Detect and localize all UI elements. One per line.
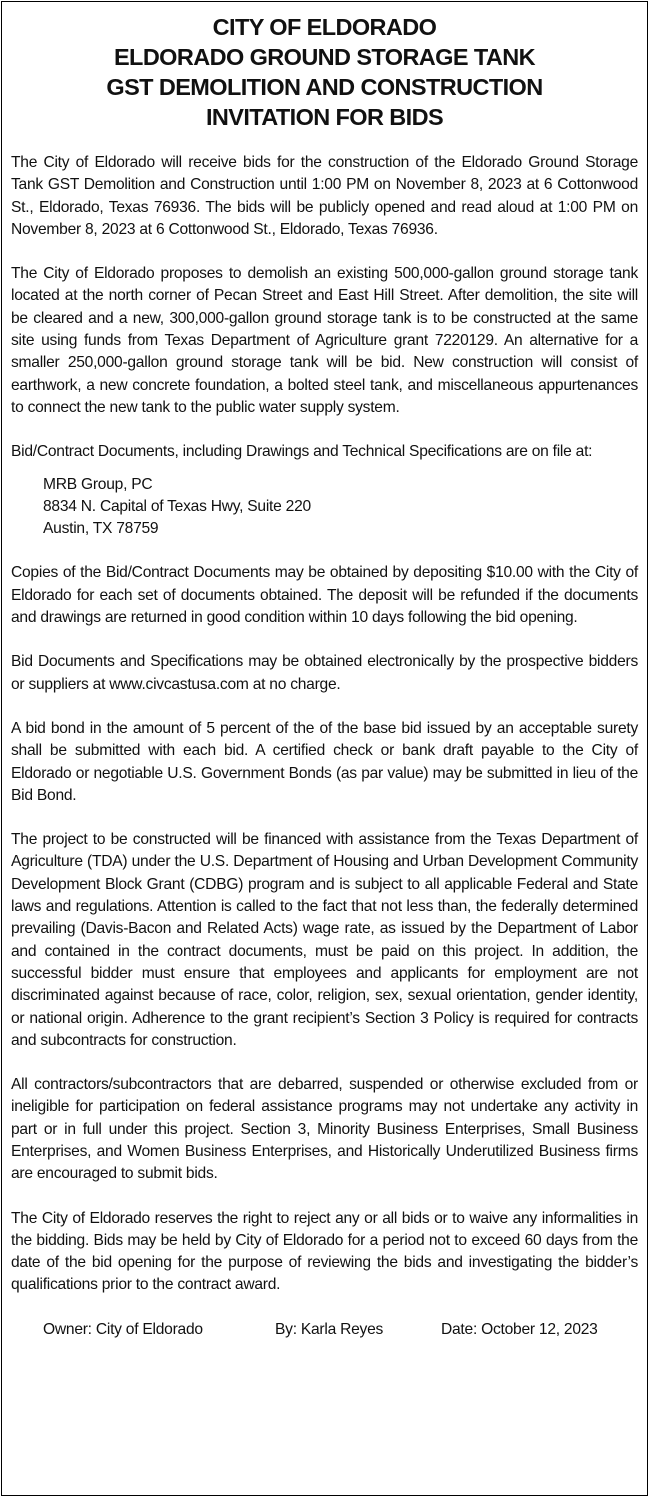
address-block [43,474,638,541]
bid-receipt-paragraph: The City of Eldorado will receive bids for the construction of the Eldorado Ground Storage Tank GST Demolition and Construction until 1:00 PM on November 8, 2023 at 6 Cottonwood St., Eldorado, Texas 76936. The bids will be publicly opened and read aloud at 1:00 PM on November 8, 2023 at 6 Cottonwood St., Eldorado, Texas 76936. [11,154,638,238]
address-line: 8834 N. Capital of Texas Hwy, Suite 220 [43,497,311,515]
electronic-documents-paragraph: Bid Documents and Specifications may be obtained electronically by the prospective bidders or suppliers at www.civcastusa.com at no charge. [11,653,638,693]
notice-title [11,12,638,132]
title-line: INVITATION FOR BIDS [205,104,444,130]
bid-bond-paragraph: A bid bond in the amount of 5 percent of the of the base bid issued by an acceptable surety shall be submitted with each bid. A certified check or bank draft payable to the City of Eldorado or negotiable U.S. Government Bonds (as par value) may be submitted in lieu of the Bid Bond. [11,719,638,804]
copies-paragraph: Copies of the Bid/Contract Documents may be obtained by depositing $10.00 with the City of Eldorado for each set of documents obtained. The deposit will be refunded if the documents and drawings are returned in good condition within 10 days following the bid opening. [11,564,638,627]
signature-footer [11,1319,638,1341]
address-line: MRB Group, PC [43,475,153,493]
title-line: GST DEMOLITION AND CONSTRUCTION [106,74,543,100]
legal-notice [1,1,648,1496]
title-line: CITY OF ELDORADO [212,14,437,40]
owner-label: Owner: City of Eldorado [43,1320,203,1338]
contractors-paragraph: All contractors/subcontractors that are debarred, suspended or otherwise excluded from or ineligible for participation on federal assistance programs may not undertake any activity in part or in full under this project. Section 3, Minority Business Enterprises, Small Business Enterprises, and Women Business Enterprises, and Historically Underutilized Business firms are encouraged to submit bids. [11,1076,638,1183]
reservation-paragraph: The City of Eldorado reserves the right to reject any or all bids or to waive any informalities in the bidding. Bids may be held by City of Eldorado for a period not to exceed 60 days from the date of the bid opening for the purpose of reviewing the bids and investigating the bidder’s qualifications prior to the contract award. [11,1209,638,1294]
title-line: ELDORADO GROUND STORAGE TANK [113,44,535,70]
documents-on-file-paragraph: Bid/Contract Documents, including Drawings and Technical Specifications are on file at: [11,443,593,461]
by-label: By: Karla Reyes [275,1320,384,1338]
address-line: Austin, TX 78759 [43,520,159,538]
project-description-paragraph: The City of Eldorado proposes to demolish an existing 500,000-gallon ground storage tank located at the north corner of Pecan Street and East Hill Street. After demolition, the site will be cleared and a new, 300,000-gallon ground storage tank is to be constructed at the same site using funds from Texas Department of Agriculture grant 7220129. An alternative for a smaller 250,000-gallon ground storage tank will be bid. New construction will consist of earthwork, a new concrete foundation, a bolted steel tank, and miscellaneous appurtenances to connect the new tank to the public water supply system. [11,265,638,416]
date-label: Date: October 12, 2023 [441,1320,598,1338]
financing-paragraph: The project to be constructed will be financed with assistance from the Texas Department of Agriculture (TDA) under the U.S. Department of Housing and Urban Development Community Development Block Grant (CDBG) program and is subject to all applicable Federal and State laws and regulations. Attention is called to the fact that not less than, the federally determined prevailing (Davis-Bacon and Related Acts) wage rate, as issued by the Department of Labor and contained in the contract documents, must be paid on this project. In addition, the successful bidder must ensure that employees and applicants for employment are not discriminated against because of race, color, religion, sex, sexual orientation, gender identity, or national origin. Adherence to the grant recipient’s Section 3 Policy is required for contracts and subcontracts for construction. [11,831,638,1049]
